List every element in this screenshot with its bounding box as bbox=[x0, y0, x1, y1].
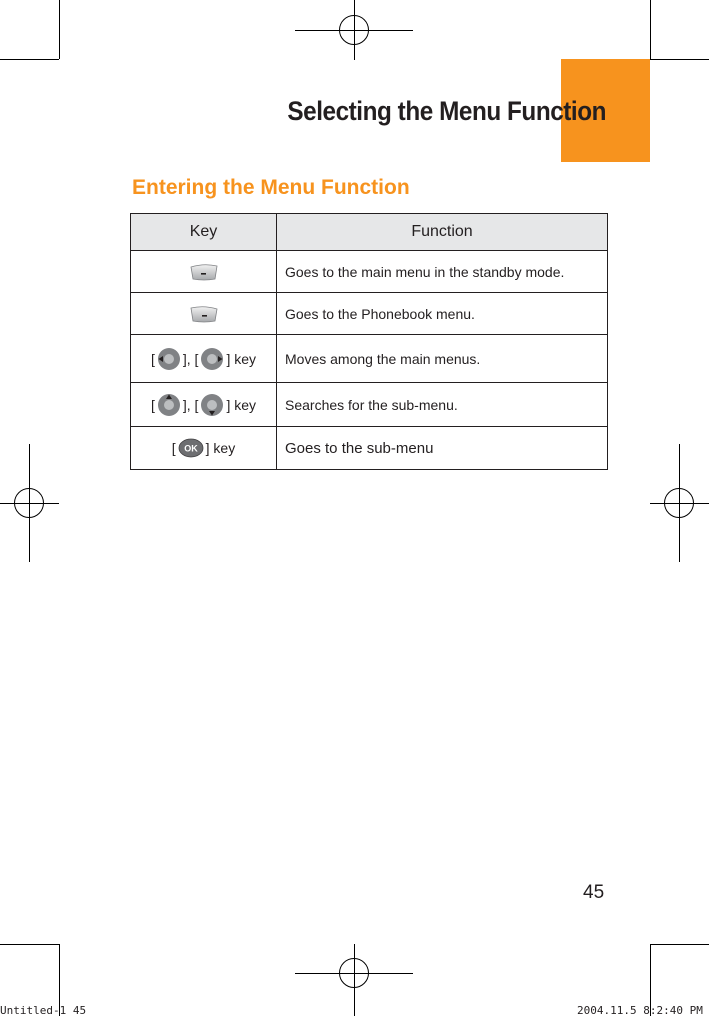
key-cell bbox=[131, 293, 277, 335]
key-bracket: [ bbox=[150, 396, 155, 413]
key-cell bbox=[131, 427, 277, 470]
registration-mark-icon bbox=[339, 15, 369, 45]
registration-mark-icon bbox=[664, 488, 694, 518]
key-suffix: ] key bbox=[205, 440, 236, 456]
crop-mark bbox=[650, 59, 709, 60]
ok-key-icon bbox=[178, 438, 204, 458]
key-function-table bbox=[130, 213, 608, 470]
key-bracket: [ bbox=[150, 350, 155, 367]
function-cell: Goes to the sub-menu bbox=[277, 427, 608, 470]
crop-mark bbox=[0, 59, 59, 60]
page-title: Selecting the Menu Function bbox=[287, 96, 606, 126]
navigation-key-up-icon bbox=[157, 393, 181, 417]
function-cell: Searches for the sub-menu. bbox=[277, 383, 608, 427]
key-separator: ], [ bbox=[182, 396, 199, 413]
section-title: Entering the Menu Function bbox=[132, 176, 410, 199]
navigation-key-right-icon bbox=[200, 347, 224, 371]
crop-mark bbox=[650, 0, 651, 59]
ok-key-label: OK bbox=[183, 443, 198, 454]
registration-mark-icon bbox=[339, 958, 369, 988]
navigation-key-left-icon bbox=[157, 347, 181, 371]
left-soft-key-icon bbox=[188, 263, 220, 281]
table-row bbox=[131, 251, 608, 293]
crop-mark bbox=[650, 944, 709, 945]
key-suffix: ] key bbox=[226, 396, 257, 413]
function-cell: Moves among the main menus. bbox=[277, 335, 608, 383]
table-row bbox=[131, 335, 608, 383]
right-soft-key-icon bbox=[188, 305, 220, 323]
crop-mark bbox=[59, 0, 60, 59]
table-header-row bbox=[131, 214, 608, 251]
navigation-key-down-icon bbox=[200, 393, 224, 417]
print-slug-right: 2004.11.5 8:2:40 PM bbox=[577, 1004, 703, 1017]
function-cell: Goes to the main menu in the standby mode. bbox=[277, 251, 608, 293]
registration-mark-icon bbox=[14, 488, 44, 518]
key-separator: ], [ bbox=[182, 350, 199, 367]
key-suffix: ] key bbox=[226, 350, 257, 367]
key-bracket: [ bbox=[171, 440, 176, 456]
function-cell: Goes to the Phonebook menu. bbox=[277, 293, 608, 335]
page-number: 45 bbox=[583, 882, 605, 903]
key-cell bbox=[131, 251, 277, 293]
table-row bbox=[131, 293, 608, 335]
header-key: Key bbox=[131, 214, 277, 251]
header-function: Function bbox=[277, 214, 608, 251]
key-cell bbox=[131, 335, 277, 383]
table-row bbox=[131, 427, 608, 470]
crop-mark bbox=[0, 944, 59, 945]
table-row bbox=[131, 383, 608, 427]
print-slug-left: Untitled-1 45 bbox=[0, 1004, 87, 1017]
key-cell bbox=[131, 383, 277, 427]
